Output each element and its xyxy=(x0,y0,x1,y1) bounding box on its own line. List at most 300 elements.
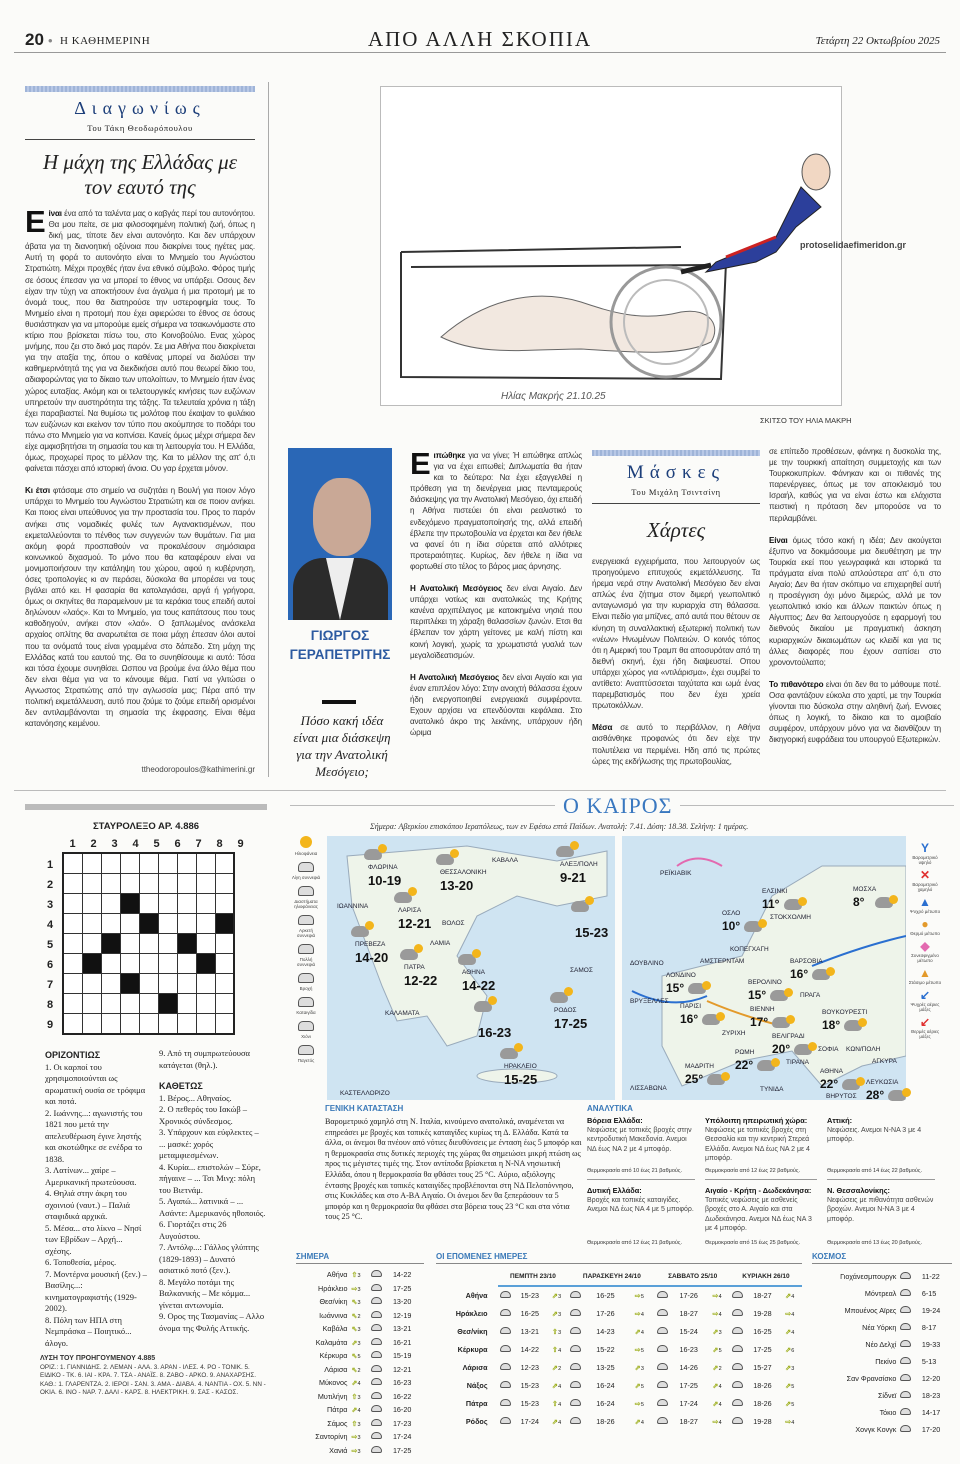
city-temperature: 17° xyxy=(750,1015,769,1029)
black-cell xyxy=(177,933,196,953)
down-clue: 8. Μεγάλο ποτάμι της Βαλκανικής – Με κόμμα... γίνεται αντωνυμία. xyxy=(159,1276,251,1310)
column-number: 7 xyxy=(195,838,202,850)
politician-figure xyxy=(681,154,830,272)
weather-icon xyxy=(500,1291,511,1298)
black-cell xyxy=(82,954,101,974)
crossword-cell[interactable] xyxy=(196,933,215,953)
lead-word: ιπώθηκε xyxy=(433,451,466,460)
weather-icon xyxy=(570,1309,581,1316)
weather-icon xyxy=(900,1323,911,1330)
legend-item xyxy=(291,862,321,880)
crossword-cell[interactable] xyxy=(196,994,215,1014)
crossword-cell[interactable] xyxy=(120,994,139,1014)
city: Ηράκλειο xyxy=(318,1283,348,1293)
table-row xyxy=(296,1322,424,1336)
crossword-cell[interactable] xyxy=(158,974,177,994)
crossword-cell[interactable] xyxy=(177,873,196,893)
wind xyxy=(633,1358,656,1376)
city: Πεκίνο xyxy=(875,1357,897,1366)
crossword-cell[interactable] xyxy=(120,853,139,873)
wind xyxy=(349,1376,368,1390)
crossword-cell[interactable] xyxy=(82,893,101,913)
temperature: 14-26 xyxy=(679,1362,698,1372)
city-label: ΚΑΛΑΜΑΤΑ xyxy=(385,1010,420,1017)
sun-icon xyxy=(488,996,497,1005)
weather-icon xyxy=(900,1374,911,1381)
region-temperature: Θερμοκρασία από 14 έως 22 βαθμούς. xyxy=(827,1167,923,1174)
crossword-cell[interactable] xyxy=(63,994,82,1014)
crossword-cell[interactable] xyxy=(82,1014,101,1034)
crossword-cell[interactable] xyxy=(63,1014,82,1034)
crossword-cell[interactable] xyxy=(101,994,120,1014)
wind-force: 3 xyxy=(357,1273,361,1280)
city: Μύκονος xyxy=(318,1378,348,1388)
temperature: 18-26 xyxy=(753,1398,772,1408)
weather-legend-right xyxy=(908,842,942,1043)
crossword-cell[interactable] xyxy=(215,974,234,994)
crossword-cell[interactable] xyxy=(120,873,139,893)
city: Πάτρα xyxy=(327,1405,348,1415)
crossword-cell[interactable] xyxy=(63,873,82,893)
crossword-cell[interactable] xyxy=(82,853,101,873)
city-label: ΑΓΚΥΡΑ xyxy=(872,1058,897,1065)
table-row xyxy=(296,1349,424,1363)
crossword-cell[interactable] xyxy=(196,873,215,893)
crossword-cell[interactable] xyxy=(215,933,234,953)
temperature: 12-23 xyxy=(520,1362,539,1372)
crossword-cell[interactable] xyxy=(158,933,177,953)
city: Σαντορίνη xyxy=(315,1432,348,1442)
crossword-cell[interactable] xyxy=(139,1014,158,1034)
today-forecast xyxy=(296,1252,424,1457)
temperature: 17-25 xyxy=(753,1344,772,1354)
wind xyxy=(711,1322,730,1340)
black-cell xyxy=(120,893,139,913)
wind-arrow-icon: ⇧ xyxy=(552,1326,559,1336)
crossword-cell[interactable] xyxy=(196,893,215,913)
wind-arrow-icon: ⇨ xyxy=(712,1308,719,1318)
wind-force: 3 xyxy=(357,1340,361,1347)
legend-symbol-icon: ▲ xyxy=(919,966,931,980)
across-heading: ΟΡΙΖΟΝΤΙΩΣ xyxy=(45,1050,101,1060)
sun-icon xyxy=(784,988,793,997)
table-row xyxy=(296,1309,424,1323)
weather-icon xyxy=(298,862,314,872)
city-label: ΡΟΔΟΣ xyxy=(554,1007,577,1014)
weather-icon xyxy=(298,973,314,983)
region-temperature: Θερμοκρασία από 12 έως 21 βαθμούς. xyxy=(587,1239,683,1246)
weather-icon xyxy=(500,1399,511,1406)
weather-icon xyxy=(570,1417,581,1424)
weather-icon xyxy=(500,1345,511,1352)
crossword-cell[interactable] xyxy=(215,994,234,1014)
weather-icon xyxy=(371,1351,382,1358)
crossword-cell[interactable] xyxy=(196,974,215,994)
wind-arrow-icon: ⇨ xyxy=(712,1416,719,1426)
crossword-cell[interactable] xyxy=(120,954,139,974)
page-number: 20 xyxy=(25,30,44,49)
wind-force: 3 xyxy=(558,1329,562,1336)
crossword-cell[interactable] xyxy=(177,913,196,933)
city-label: ΜΑΔΡΙΤΗ xyxy=(685,1063,714,1070)
paragraph: ένα από τα ταλέντα μας ο καβγάς περί του αυτονόητου. Θα μου πείτε, σε μια φιλοσοφημένη πολιτική ζωή, όπως η δική μας, τίποτε δεν είναι αυτονόητο. Και δεν υπάρχουν άβατα για τη διανοητική οξύνοια που διακρίνει τους ηγέτες μας. Αυτή τη φορά το αυτονόητο είναι το Μνημείο του Αγνώστου Στρατιώτη. Μέχρι πρoχθές ήταν ένα εθνικό σύμβολο. Φόρος τιμής σε όσους έπεσαν για να μπορεί το έθνος να υπάρξει. Οσους δεν είχαν την τύχη να αποκτήσουν ένα άγαλμα ή μια προτομή με το όνομά τους, που θα διατηρούσε την υστεροφημία τους. Το Μνημείο είναι η προτομή που έχει αφιερώσει το έθνος σε όσους θυσιάστηκαν για να μπορούμε εμείς σήμερα να τσακωνόμαστε στο κτίριο που βρίσκεται πίσω του, στο Κοινοβούλιο. Ενας χώρος μνήμης, που ζει στο δικό μας παρόν. Σε μια Αθήνα που διακρίνεται για την αταξία της, όπου ο καθένας μπορεί να διαλύσει την καθημερινότητά της για να διεκδικήσει αυτό που θεωρεί δίκιο του, αδιαφορώντας για το δίκαιο των υπολοίπων, το Μνημείο ήταν ένας χώρος ευταξίας. Ακόμη και οι τελετουργικές κινήσεις των ευζώνων υπηρετούν την αυστηρότητα της τάξης. Τα τελευταία χρόνια η τάξη έχει παραβιαστεί. Να θυμίσω τις μολότοφ που έκαψαν το φυλάκιο των ευζώνων και εκείνον τον τύπο που ακούμπησε το ποδάρι του πάνω στο Μνημείο για να κοπνίσει. Κανείς όμως μέχρι σήμερα δεν είχε αμφισβητήσει τη σημασία του και τη λειτουργία του. Η Ελλάδα, όμως, προχωρεί προς το μέλλον της. Και το μέλλον της απ' ό,τι φαίνεται πάσχει από ιστορική άνοια. Ου γαρ έρχεται μόνον. xyxy=(25,209,255,474)
wind-arrow-icon: ⇧ xyxy=(351,1418,358,1428)
city-label: ΚΑΣΤΕΛΛΟΡΙΖΟ xyxy=(340,1090,390,1097)
weather-icon xyxy=(570,1291,581,1298)
table-row xyxy=(812,1302,952,1319)
temperature: 15-22 xyxy=(596,1344,615,1354)
legend-item xyxy=(291,1021,321,1039)
crossword-grid[interactable] xyxy=(62,852,235,1035)
temperature: 14-22 xyxy=(520,1344,539,1354)
wind xyxy=(633,1304,656,1322)
crossword-cell[interactable] xyxy=(139,933,158,953)
author-first-name: ΓΙΩΡΓΟΣ xyxy=(310,628,370,643)
city-label: ΒΑΡΣΟΒΙΑ xyxy=(790,958,823,965)
city: Γιοχάνεσμπουργκ xyxy=(840,1272,897,1281)
wind xyxy=(783,1304,802,1322)
sun-icon xyxy=(798,897,807,906)
sun-icon xyxy=(408,887,417,896)
crossword-cell[interactable] xyxy=(120,913,139,933)
legend-label: Βροχή xyxy=(299,986,313,991)
wind xyxy=(550,1340,568,1358)
wind xyxy=(711,1412,730,1430)
crossword-cell[interactable] xyxy=(196,913,215,933)
wind-force: 3 xyxy=(791,1365,795,1372)
crossword-cell[interactable] xyxy=(158,893,177,913)
city: Μπουένος Αϊρες xyxy=(844,1306,897,1315)
crossword-cell[interactable] xyxy=(139,954,158,974)
weather-icon xyxy=(900,1391,911,1398)
lead-word: Η Ανατολική Μεσόγειος xyxy=(410,672,500,682)
legend-label: Παγετός xyxy=(297,1058,315,1063)
weather-icon xyxy=(657,1309,668,1316)
paragraph: φτάσαμε στο σημείο να συζητάει η Βουλή για ποιον λόγο υπάρχει το Μνημείο του Αγνώστου Στρατιώτη και σε ποιον ανήκει. Και ποιος είναι υπεύθυνος για την προστασία του. Προς το παρόν ανήκει στις νομαδικές φυλές των Αγανακτισμένων, που εκμεταλλεύονται το πένθος των συγγενών των θυμάτων. Για μια ακόμη φορά προσπαθούν να προκαλέσουν σημόσιαιρα κοινωνικού διχασμού. Το μόνο που θα καταφέρουν είναι να μονιμοποιήσουν την κατάληψη του χώρου, αφού η κυβέρνηση, όσες τροπολογίες κι αν περάσει, δύσκολα θα μπορέσει να τους βγάλει από κει. Η φασαρία θα κατολαγιάσει, αργά ή γρήγορα, όμως οι σκηνίτες θα παραμείνουν με τα κεράκια τους επειδή αυτοί δηλώνουν «λαός». Και το Μνημείο, για τους καπάτσους που τους καθοδηγούν, ανήκει στον «λαό». Ο ξαπλωμένος ανάσκελα αρχαίος οπλίτης θα αναρωτιέται σε ποια μάχη έπεσαν όλοι αυτοί που τα ονόματά τους είναι γραμμένα στο δάπεδο. Στη μάχη της Ελλάδας κατά του εαυτού της. Θα το συνηθίσουμε κι αυτό: Τόσα και τόσα έχουμε συνηθίσει. Ωσπου να βρούμε ένα άλλο θέμα που δεν είναι θέμα για να το κάνουμε θέμα. Γιατί να γλιτώσει ο Αγνωστος Στρατιώτης από την αγλωσσία μας; Πέρα από την πολιτική εκμετάλλευση, αυτό που ζούμε το ζούμε επειδή ορισμένοι δεν αντιλαμβάνονται τη σημασία της έκφρασης. Είναι θέμα κατανόησης κειμένου. xyxy=(25,486,255,729)
across-clue: 8. Πόλη των ΗΠΑ στη Νεμπράσκα – Ποιητικό... άλογο. xyxy=(45,1314,132,1348)
weather-icon xyxy=(657,1417,668,1424)
legend-item xyxy=(291,997,321,1015)
wind-arrow-icon: ⇗ xyxy=(552,1380,559,1390)
crossword-cell[interactable] xyxy=(82,933,101,953)
crossword-cell[interactable] xyxy=(177,1014,196,1034)
wind-force: 3 xyxy=(357,1421,361,1428)
wind-force: 4 xyxy=(718,1401,722,1408)
city-temperature: 15-25 xyxy=(504,1072,538,1087)
day-header: ΚΥΡΙΑΚΗ 26/10 xyxy=(730,1268,802,1286)
wind-force: 2 xyxy=(558,1365,562,1372)
crossword-cell[interactable] xyxy=(101,974,120,994)
legend-item xyxy=(908,967,942,985)
city-label: ΖΥΡΙΧΗ xyxy=(722,1030,746,1037)
city-temperature: 12-21 xyxy=(398,916,432,931)
crossword-cell[interactable] xyxy=(158,913,177,933)
crossword-cell[interactable] xyxy=(101,873,120,893)
sun-icon xyxy=(721,1072,730,1081)
weather-icon xyxy=(371,1270,382,1277)
wind-arrow-icon: ⇗ xyxy=(552,1308,559,1318)
wind xyxy=(550,1412,568,1430)
weather-icon xyxy=(371,1324,382,1331)
sun-icon xyxy=(771,1058,780,1067)
column-number: 6 xyxy=(174,838,181,850)
wind-force: 4 xyxy=(718,1419,722,1426)
wind xyxy=(783,1340,802,1358)
table-row xyxy=(296,1444,424,1458)
legend-label: Συνεσφιγμένο μέτωπο xyxy=(911,953,939,963)
paragraph: όμως τόσο κακή η ιδέα; Δεν ακούγεται έξυπνο να δοκιμάσουμε μια διευθέτηση με την Τουρκία εκεί που γεωγραφικά και ιστορικά τα πράγματα είναι πολύ απλούστερα απ' ό,τι στο Αιγαίο; Δεν θα ήταν σκόπιμο να επιχειρηθεί αυτή η προσέγγιση όχι μόνο διμερώς, αλλά με τον γεωπολιτικό ισκίο και άλλων παικτών όπως η Αίγυπτος; Δεν θα λειτουργούσε η εφαρμογή του διεθνούς δικαίου με πραγματική άσκηση κυριαρχικών δικαιωμάτων ως κλειδί και για τις άλλες διαφορές που έχουν σαπίσει στο χρονοντούλαπο; xyxy=(769,535,941,667)
sun-icon xyxy=(702,981,711,990)
temperature: 18-27 xyxy=(679,1308,698,1318)
crossword-cell[interactable] xyxy=(139,873,158,893)
region-forecast xyxy=(705,1186,817,1248)
city-label: ΑΘΗΝΑ xyxy=(820,1068,843,1075)
crossword-cell[interactable] xyxy=(215,954,234,974)
cartoon-signature: Ηλίας Μακρής 21.10.25 xyxy=(501,391,606,402)
crossword-cell[interactable] xyxy=(139,893,158,913)
crossword-cell[interactable] xyxy=(63,974,82,994)
author-email[interactable]: ttheodoropoulos@kathimerini.gr xyxy=(141,765,255,774)
crossword-cell[interactable] xyxy=(215,853,234,873)
city-temperature: 16° xyxy=(790,967,809,981)
city-temperature: 17-25 xyxy=(554,1016,588,1031)
city-label: ΗΡΑΚΛΕΙΟ xyxy=(504,1063,537,1070)
crossword-title: ΣΤΑΥΡΟΛΕΞΟ ΑΡ. 4.886 xyxy=(92,821,200,832)
weather-icon xyxy=(298,1021,314,1031)
crossword-cell[interactable] xyxy=(139,853,158,873)
city-temperature: 15-23 xyxy=(575,925,609,940)
crossword-cell[interactable] xyxy=(215,873,234,893)
city-temperature: 22° xyxy=(820,1077,839,1091)
crossword-cell[interactable] xyxy=(215,1014,234,1034)
column-number: 2 xyxy=(90,838,97,850)
weather-icon xyxy=(570,1399,581,1406)
wind-force: 5 xyxy=(791,1401,795,1408)
weather-icon xyxy=(500,1381,511,1388)
city-label: ΒΟΛΟΣ xyxy=(442,920,465,927)
temperature: 8-17 xyxy=(921,1323,937,1332)
weather-icon xyxy=(570,1345,581,1352)
down-clue: 6. Γιορτάζει στις 26 Αυγούστου. xyxy=(159,1219,227,1241)
city-label: ΘΕΣΣΑΛΟΝΙΚΗ xyxy=(440,869,487,876)
crossword-cell[interactable] xyxy=(177,954,196,974)
weather-icon xyxy=(371,1297,382,1304)
wind-arrow-icon: ⇗ xyxy=(634,1326,641,1336)
diagonios-column xyxy=(25,86,255,774)
crossword-cell[interactable] xyxy=(139,974,158,994)
drop-cap: Ε xyxy=(410,450,431,481)
sun-icon xyxy=(786,1015,795,1024)
city-label: ΠΑΤΡΑ xyxy=(404,964,425,971)
crossword-cell[interactable] xyxy=(120,1014,139,1034)
sun-icon xyxy=(564,987,573,996)
sun-icon xyxy=(716,1012,725,1021)
crossword-cell[interactable] xyxy=(82,974,101,994)
table-row xyxy=(296,1417,424,1431)
temperature: 17-24 xyxy=(679,1398,698,1408)
city: Ρόδος xyxy=(465,1416,488,1426)
city-label: ΑΘΗΝΑ xyxy=(462,969,485,976)
crossword-cell[interactable] xyxy=(101,913,120,933)
weather-icon xyxy=(371,1419,382,1426)
city: Θεσ/νίκη xyxy=(319,1297,348,1307)
table-row xyxy=(296,1403,424,1417)
wind-force: 3 xyxy=(357,1448,361,1455)
weather-legend-left xyxy=(291,836,321,1069)
city-label: ΒΗΡΥΤΟΣ xyxy=(826,1093,857,1100)
wind xyxy=(550,1286,568,1304)
crossword-cell[interactable] xyxy=(158,954,177,974)
crossword-cell[interactable] xyxy=(63,954,82,974)
table-row xyxy=(812,1336,952,1353)
legend-label: Θερμό μέτωπο xyxy=(910,931,940,936)
crossword-cell[interactable] xyxy=(82,873,101,893)
wind-arrow-icon: ⇗ xyxy=(552,1291,559,1300)
wind-arrow-icon: ⇧ xyxy=(351,1270,358,1280)
temperature: 15-19 xyxy=(392,1351,412,1361)
table-row xyxy=(296,1363,424,1377)
crossword-cell[interactable] xyxy=(158,853,177,873)
legend-item xyxy=(291,836,321,856)
wind-force: 5 xyxy=(640,1401,644,1408)
wind xyxy=(783,1322,802,1340)
article-headline: Η μάχη της Ελλάδας με τον εαυτό της xyxy=(42,150,237,199)
crossword-cell[interactable] xyxy=(177,853,196,873)
weather-icon xyxy=(657,1291,668,1298)
city-label: ΛΙΣΣΑΒΩΝΑ xyxy=(630,1085,667,1092)
legend-item xyxy=(908,989,942,1012)
crossword-cell[interactable] xyxy=(82,994,101,1014)
crossword-cell[interactable] xyxy=(63,893,82,913)
table-row xyxy=(436,1376,802,1394)
table-row xyxy=(812,1319,952,1336)
wind xyxy=(349,1390,368,1404)
crossword-cell[interactable] xyxy=(158,1014,177,1034)
temperature: 16-25 xyxy=(520,1308,539,1318)
city: Σάμος xyxy=(327,1418,348,1428)
crossword xyxy=(25,804,267,1398)
legend-item xyxy=(291,915,321,938)
region-temperature: Θερμοκρασία από 15 έως 25 βαθμούς. xyxy=(705,1239,801,1246)
crossword-cell[interactable] xyxy=(196,1014,215,1034)
legend-item xyxy=(291,1045,321,1063)
column-number: 5 xyxy=(153,838,160,850)
crossword-cell[interactable] xyxy=(101,853,120,873)
wind-force: 3 xyxy=(558,1294,562,1300)
city-temperature: 15° xyxy=(748,988,767,1002)
city-label: ΠΑΡΙΣΙ xyxy=(680,1003,701,1010)
crossword-cell[interactable] xyxy=(139,994,158,1014)
black-cell xyxy=(139,913,158,933)
city-label: ΒΕΛΙΓΡΑΔΙ xyxy=(772,1033,805,1040)
world-title: ΚΟΣΜΟΣ xyxy=(812,1252,952,1264)
city-temperature: 14-22 xyxy=(462,978,496,993)
crossword-cell[interactable] xyxy=(177,893,196,913)
region-forecast xyxy=(587,1116,695,1180)
temperature: 19-28 xyxy=(753,1308,772,1318)
paragraph: δεν είναι Αιγαίο. Δεν υπάρχει νοτίως και ανατολικώς της Κρήτης κανένα αρχιπέλαγος με κατοικημένα νησιά που περιπλέκει τη χάραξη θαλασσίων ζωνών. Ετσι θα έβλεπαν τον χάρτη γείτονες με καλή πίστη και κοινή λογική, χωρίς τα χρωματιστά γυαλιά των μεγαλοϊδεατισμών. xyxy=(410,584,582,660)
wind xyxy=(349,1403,368,1417)
weather-icon xyxy=(900,1289,911,1296)
city: Μόντρεαλ xyxy=(864,1289,897,1298)
city-temperature: 18° xyxy=(822,1018,841,1032)
weather-icon xyxy=(657,1363,668,1370)
wind-force: 4 xyxy=(558,1383,562,1390)
crossword-cell[interactable] xyxy=(177,994,196,1014)
crossword-cell[interactable] xyxy=(177,974,196,994)
table-row xyxy=(812,1387,952,1404)
crossword-cell[interactable] xyxy=(63,913,82,933)
crossword-cell[interactable] xyxy=(101,1014,120,1034)
down-clue: 2. Ο πεθερός του Ιακώβ – Χρονικός σύνδεσμος. xyxy=(159,1104,248,1126)
across-clue: 4. Θηλιά στην άκρη του σχοινιού (ναυτ.) – Παλιά σταφιδικά αρχικά. xyxy=(45,1188,130,1221)
temperature: 15-27 xyxy=(753,1362,772,1372)
maskes-column xyxy=(592,450,760,788)
wind-force: 5 xyxy=(640,1383,644,1390)
temperature: 15-23 xyxy=(520,1380,539,1390)
sun-icon xyxy=(858,1018,867,1027)
day-header: ΠΑΡΑΣΚΕΥΗ 24/10 xyxy=(568,1268,655,1286)
wind-arrow-icon: ⇧ xyxy=(351,1391,358,1401)
weather-icon xyxy=(900,1272,911,1279)
day-header: ΠΕΜΠΤΗ 23/10 xyxy=(498,1268,569,1286)
weather-icon xyxy=(732,1345,743,1352)
crossword-cell[interactable] xyxy=(101,954,120,974)
crossword-cell[interactable] xyxy=(63,853,82,873)
sun-icon xyxy=(826,967,835,976)
article-body xyxy=(769,446,941,778)
crossword-cell[interactable] xyxy=(215,893,234,913)
temperature: 17-20 xyxy=(921,1425,941,1434)
crossword-cell[interactable] xyxy=(63,933,82,953)
down-clue: 9. Ορος της Τασμανίας – Αλλο όνομα της Φυλής Αττικής. xyxy=(159,1311,265,1333)
city-label: ΤΙΡΑΝΑ xyxy=(786,1059,809,1066)
region-name: Ν. Θεσσαλονίκης: xyxy=(827,1186,890,1195)
solution-down: ΚΑΘ.: 1. ΓΛΑΡΕΝΤΖΑ. 2. ΙΕΡΟΙ - ΣΑΝ. 3. ΑΜΑ - ΔΙΑΒΑ. 4. ΝΑΝΤΙΑ - ΟΧ. 5. ΝΝ - ΟΚΙΑ. 6. ΙΝΟ - ΝΑΡ. 7. ΔΑΛΙ - ΚΑΡΣ. 8. ΗΛΕΚΤΡΙΚΗ. 9. ΣΑΣ - ΚΑΣΟΣ. xyxy=(40,1380,266,1396)
table-row xyxy=(296,1430,424,1444)
sun-icon xyxy=(570,841,579,850)
weather-icon xyxy=(900,1340,911,1347)
crossword-cell[interactable] xyxy=(101,893,120,913)
crossword-cell[interactable] xyxy=(158,873,177,893)
wind xyxy=(633,1286,656,1304)
wind-force: 3 xyxy=(357,1300,361,1307)
wind-arrow-icon: ⇗ xyxy=(712,1362,719,1372)
city-label: ΡΩΜΗ xyxy=(735,1049,755,1056)
wind xyxy=(711,1286,730,1304)
table-row xyxy=(296,1295,424,1309)
row-number: 2 xyxy=(47,879,54,891)
table-row xyxy=(436,1412,802,1430)
weather-icon xyxy=(298,944,314,954)
next-days-title: ΟΙ ΕΠΟΜΕΝΕΣ ΗΜΕΡΕΣ xyxy=(436,1252,802,1264)
crossword-cell[interactable] xyxy=(82,913,101,933)
wind-arrow-icon: ⇨ xyxy=(351,1283,358,1293)
temperature: 16-20 xyxy=(392,1405,412,1415)
wind-arrow-icon: ⇗ xyxy=(785,1362,792,1372)
city-temperature: 16° xyxy=(680,1012,699,1026)
table-row xyxy=(436,1394,802,1412)
author-last-name: ΓΕΡΑΠΕΤΡΙΤΗΣ xyxy=(289,647,391,662)
day-header: ΣΑΒΒΑΤΟ 25/10 xyxy=(655,1268,730,1286)
city: Λάρισα xyxy=(462,1362,488,1372)
across-clue: 5. Μέσα... στο λίκνο – Νησί των Εβρίδων – Αρχή... σχέσης. xyxy=(45,1222,142,1256)
crossword-cell[interactable] xyxy=(196,853,215,873)
down-clue: 7. Αντόλφ...: Γάλλος γλύπτης (1829-1893) – Δυνατό ασιατικό ποτό (ξεν.). xyxy=(159,1242,259,1275)
solution-across: ΟΡΙΖ.: 1. ΓΙΑΝΝΙΔΗΣ. 2. ΛΕΜΑΝ - ΑΛΑ. 3. ΑΡΑΝ - ΙΛΕΣ. 4. ΡΟ - ΤΟΝΙΚ. 5. ΕΙΔΙΚΟ - ΤΚ. 6. ΙΑΙ - ΚΡΑ. 7. ΤΣΑ - ΑΝΑΪΣ. 8. ΖΑΒΟ - ΑΡΚΟ. 9. ΑΝΑΧΑΡΣΗΣ. xyxy=(40,1363,257,1379)
crossword-cell[interactable] xyxy=(120,933,139,953)
sun-icon xyxy=(414,944,423,953)
